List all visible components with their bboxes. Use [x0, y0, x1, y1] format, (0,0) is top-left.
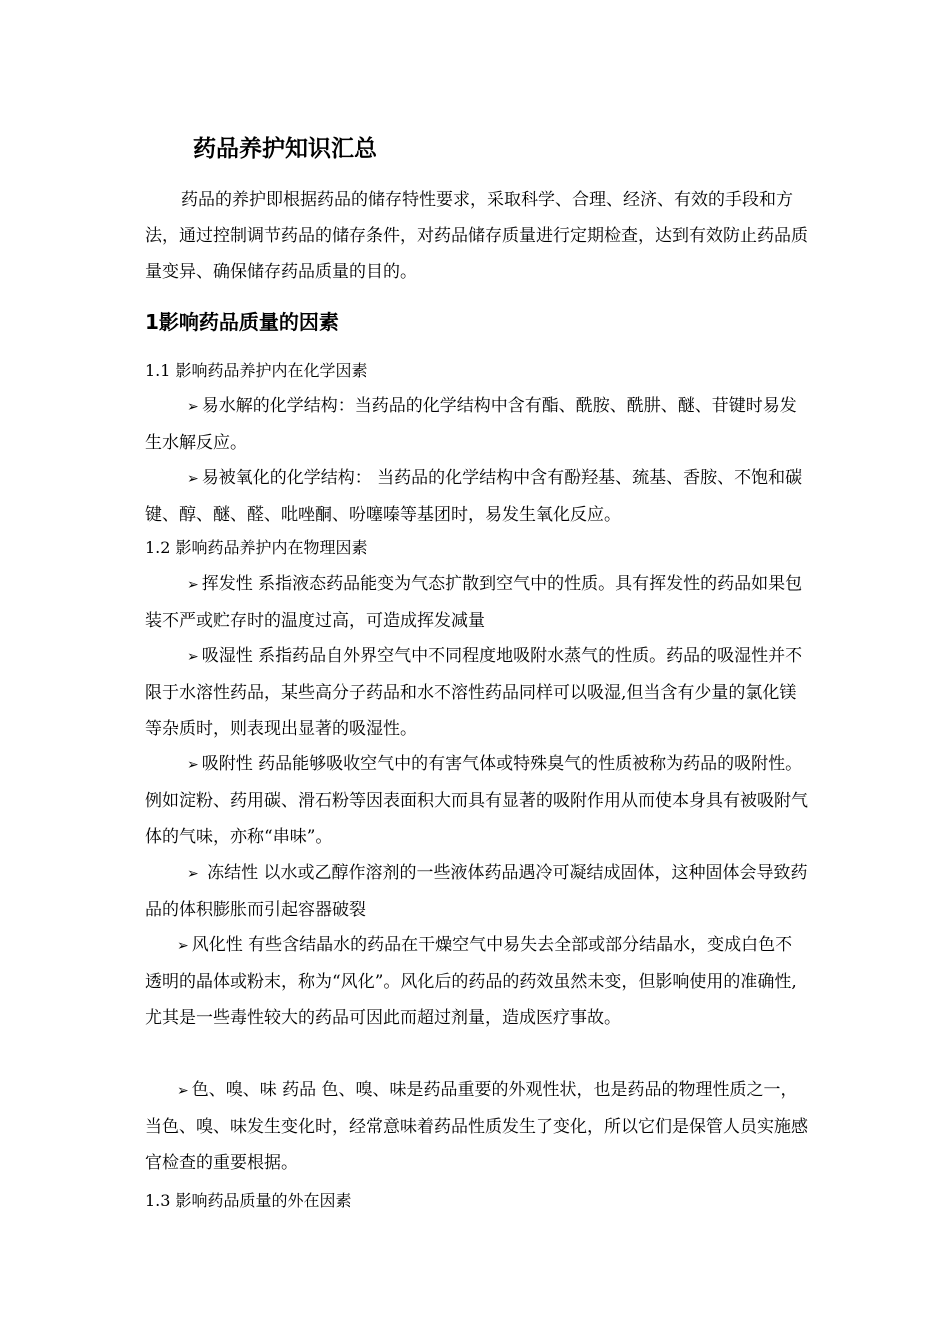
bullet-efflorescence: ➢ 风化性 有些含结晶水的药品在干燥空气中易失去全部或部分结晶水，变成白色不透明的晶体或粉末，称为“风化”。风化后的药品的药效虽然未变，但影响使用的准确性,尤其是一些毒性较大的药品可因此而超过剂量，造成医疗事故。	[145, 935, 797, 1028]
bullet-color-odor-taste: ➢ 色、嗅、味 药品 色、嗅、味是药品重要的外观性状，也是药品的物理性质之一，当色、嗅、味发生变化时，经常意味着药品性质发生了变化，所以它们是保管人员实施感官检查的重要根据。	[145, 1080, 808, 1173]
bullet-hydrolysis: ➢ 易水解的化学结构：当药品的化学结构中含有酯、酰胺、酰肼、醚、苷键时易发生水解反应。	[145, 396, 797, 453]
arrow-bullet-icon: ➢	[187, 577, 199, 593]
arrow-bullet-icon: ➢	[187, 866, 199, 882]
bullet-adsorption: ➢ 吸附性 药品能够吸收空气中的有害气体或特殊臭气的性质被称为药品的吸附性。例如淀粉、药用碳、滑石粉等因表面积大而具有显著的吸附作用从而使本身具有被吸附气体的气味，亦称“串味”。	[145, 754, 808, 847]
arrow-bullet-icon: ➢	[177, 938, 189, 954]
intro-paragraph: 药品的养护即根据药品的储存特性要求，采取科学、合理、经济、有效的手段和方法，通过控制调节药品的储存条件，对药品储存质量进行定期检查，达到有效防止药品质量变异、确保储存药品质量的目的。	[145, 190, 808, 282]
subsection-heading-1-2: 1.2 影响药品养护内在物理因素	[145, 538, 368, 557]
arrow-bullet-icon: ➢	[187, 471, 199, 487]
arrow-bullet-icon: ➢	[187, 757, 199, 773]
arrow-bullet-icon: ➢	[177, 1083, 189, 1099]
bullet-freezing: ➢ 冻结性 以水或乙醇作溶剂的一些液体药品遇冷可凝结成固体，这种固体会导致药品的体积膨胀而引起容器破裂	[145, 863, 808, 920]
document-title: 药品养护知识汇总	[193, 136, 377, 162]
arrow-bullet-icon: ➢	[187, 399, 199, 415]
bullet-hygroscopicity: ➢ 吸湿性 系指药品自外界空气中不同程度地吸附水蒸气的性质。药品的吸湿性并不限于水溶性药品，某些高分子药品和水不溶性药品同样可以吸湿,但当含有少量的氯化镁等杂质时，则表现出显著的吸湿性。	[145, 646, 803, 739]
section-heading-1: 1影响药品质量的因素	[145, 310, 339, 334]
bullet-oxidation: ➢ 易被氧化的化学结构： 当药品的化学结构中含有酚羟基、巯基、香胺、不饱和碳键、醇、醚、醛、吡唑酮、吩噻嗪等基团时，易发生氧化反应。	[145, 468, 803, 525]
bullet-volatility: ➢ 挥发性 系指液态药品能变为气态扩散到空气中的性质。具有挥发性的药品如果包装不严或贮存时的温度过高，可造成挥发减量	[145, 574, 803, 631]
subsection-heading-1-3: 1.3 影响药品质量的外在因素	[145, 1191, 352, 1210]
subsection-heading-1-1: 1.1 影响药品养护内在化学因素	[145, 361, 368, 380]
arrow-bullet-icon: ➢	[187, 649, 199, 665]
